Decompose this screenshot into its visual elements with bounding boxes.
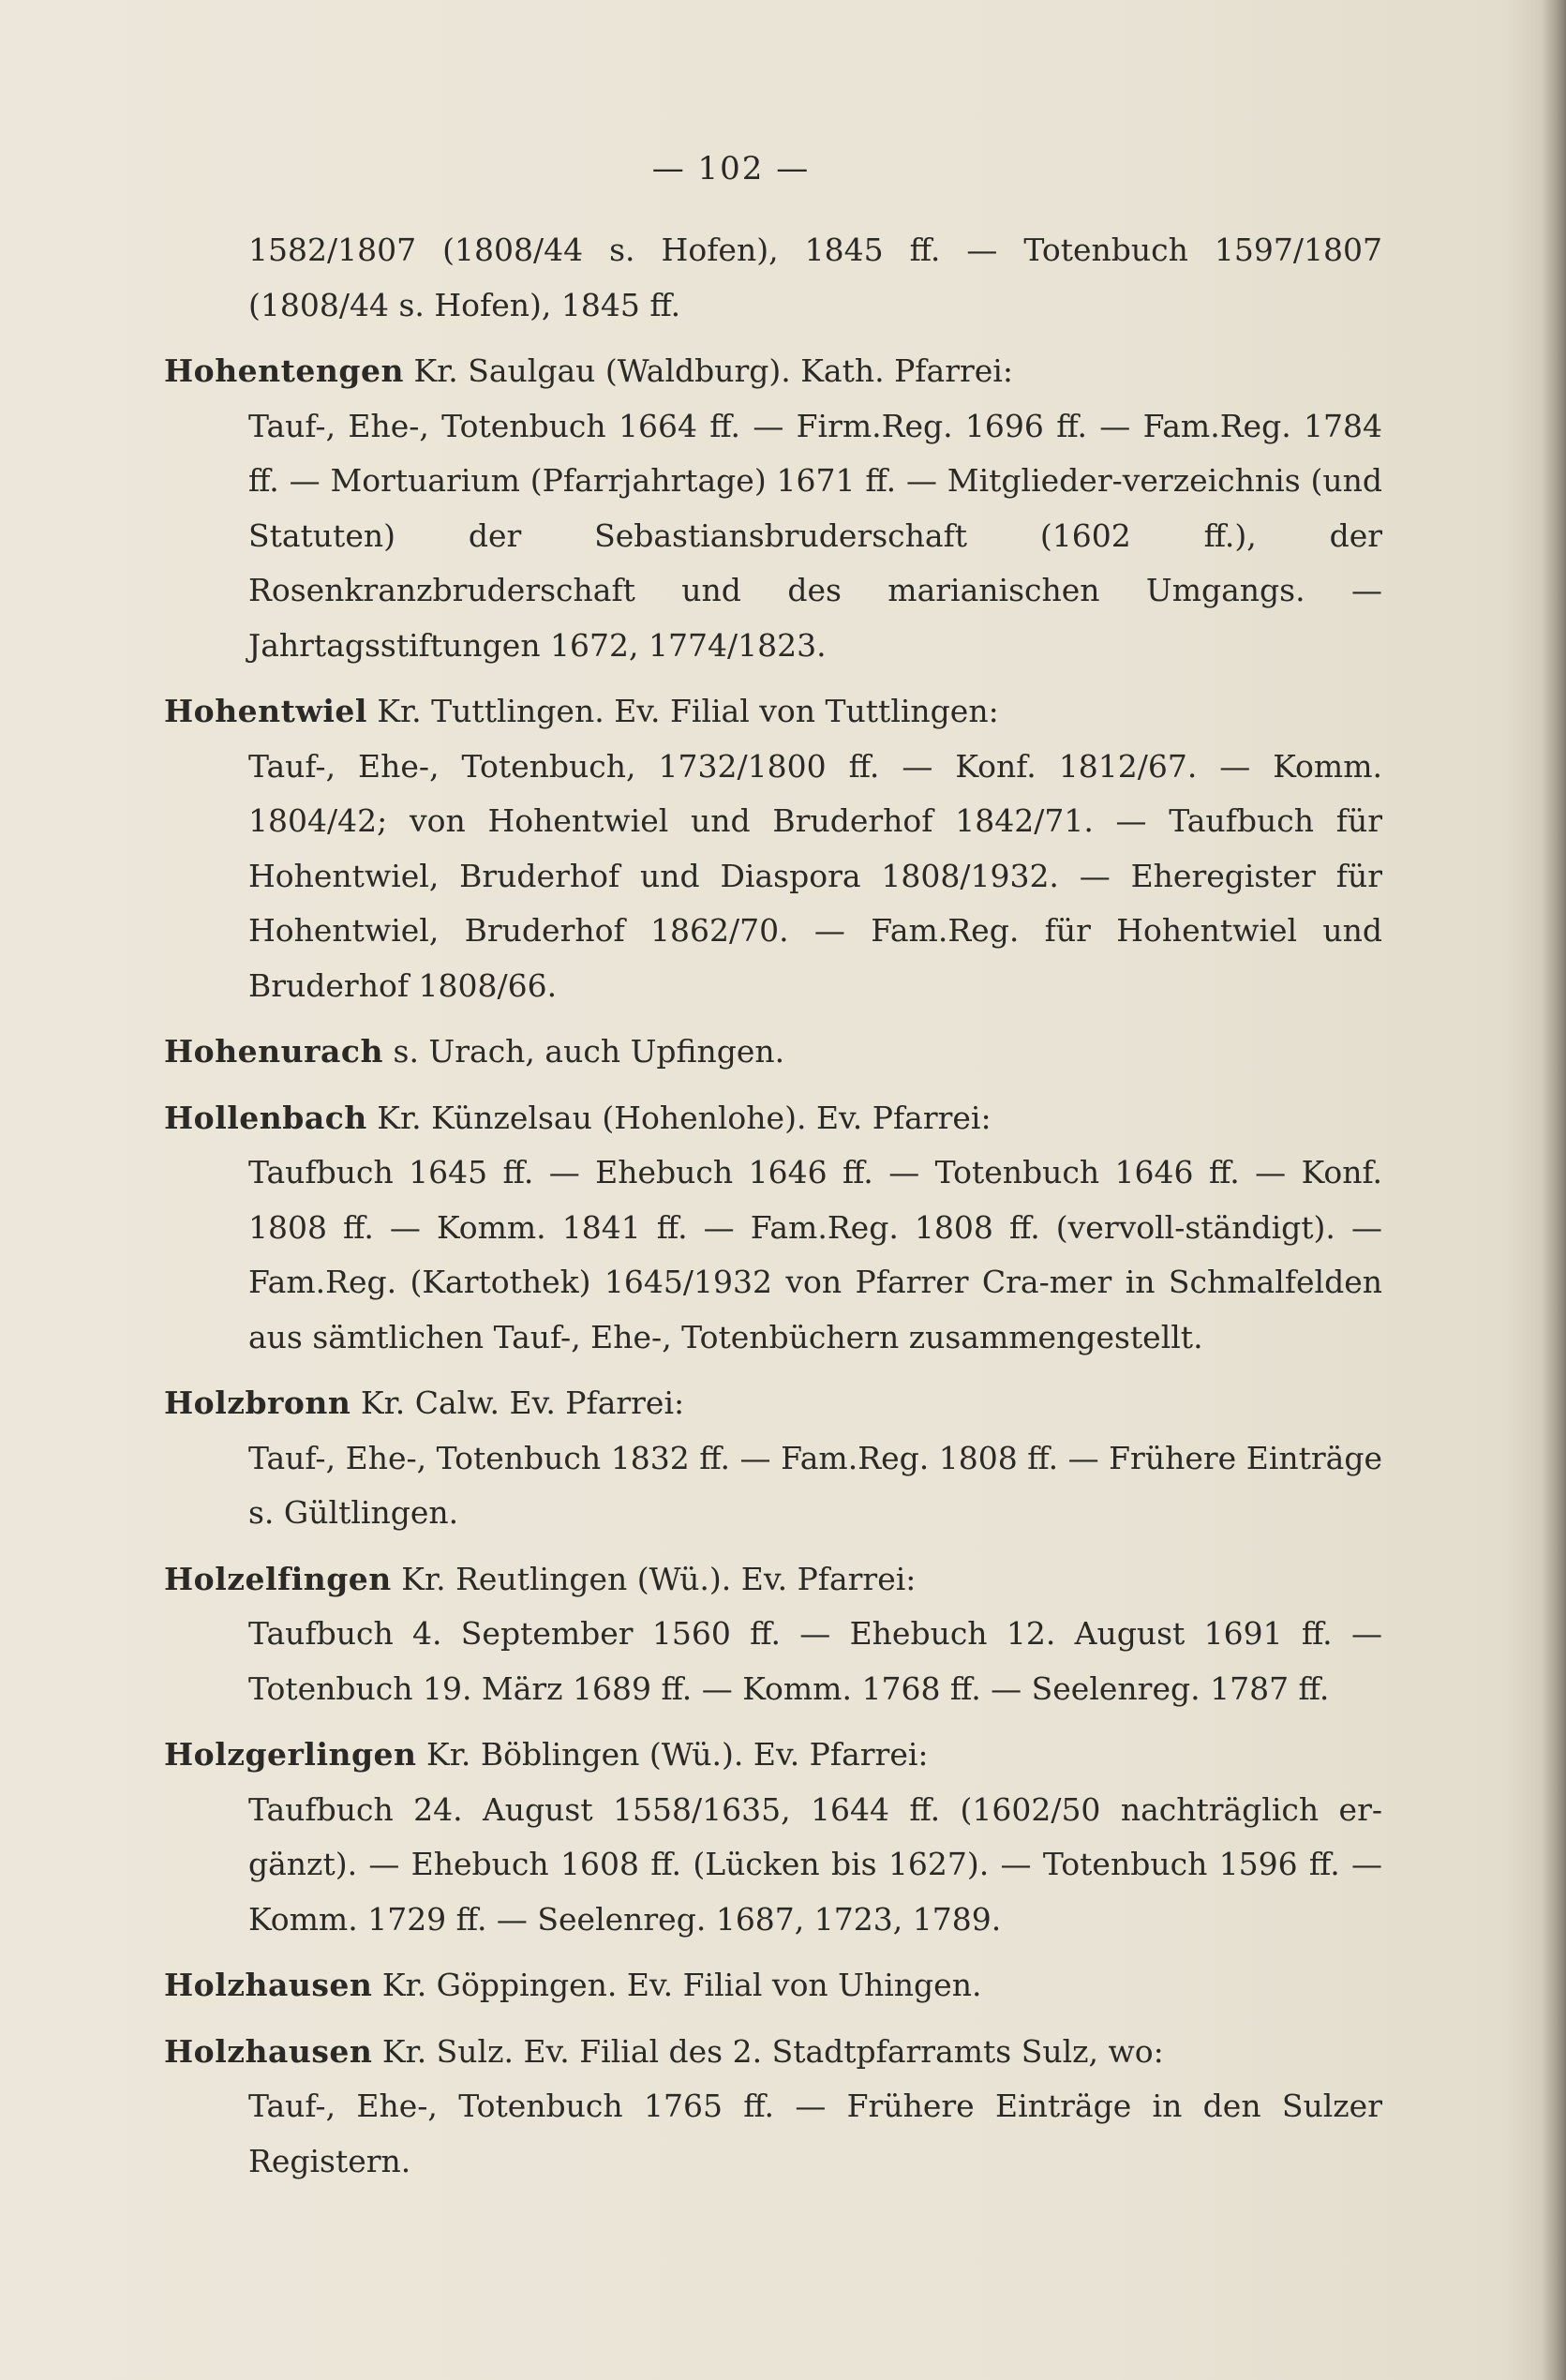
entry-body: Tauf-, Ehe-, Totenbuch, 1732/1800 ff. — Konf. 1812/67. — Komm. 1804/42; von Hohentwiel und Bruderhof 1842/71. — Taufbuch für Hohentwiel, Bruderhof und Diaspora 1808/1932. — Eheregister für Hohentwiel, Bruderhof 1862/70. — Fam.Reg. für Hohentwiel und Bruderhof 1808/66. xyxy=(248,747,1382,1004)
entry-heading: Hohentengen xyxy=(164,352,404,389)
entry-title: Kr. Sulz. Ev. Filial des 2. Stadtpfarramts Sulz, wo: xyxy=(372,2032,1164,2070)
register-entry-hollenbach xyxy=(164,1091,1382,1366)
entry-title: Kr. Böblingen (Wü.). Ev. Pfarrei: xyxy=(416,1736,929,1773)
entry-body: Taufbuch 24. August 1558/1635, 1644 ff. (1602/50 nachträglich er-gänzt). — Ehebuch 1608 ff. (Lücken bis 1627). — Totenbuch 1596 ff. — Komm. 1729 ff. — Seelenreg. 1687, 1723, 1789. xyxy=(248,1790,1382,1938)
entry-body: Tauf-, Ehe-, Totenbuch 1765 ff. — Frühere Einträge in den Sulzer Registern. xyxy=(248,2088,1382,2179)
entry-body: Tauf-, Ehe-, Totenbuch 1664 ff. — Firm.Reg. 1696 ff. — Fam.Reg. 1784 ff. — Mortuarium (Pfarrjahrtage) 1671 ff. — Mitglieder-verzeichnis (und Statuten) der Sebastiansbruderschaft (1602 ff.), der Rosenkranzbruderschaft und des marianischen Umgangs. — Jahrtagsstiftungen 1672, 1774/1823. xyxy=(248,407,1382,664)
continued-entry-text: 1582/1807 (1808/44 s. Hofen), 1845 ff. — Totenbuch 1597/1807 (1808/44 s. Hofen), 1845 ff. xyxy=(248,232,1382,323)
register-entry-hohentengen xyxy=(164,344,1382,673)
entry-heading: Holzelfingen xyxy=(164,1560,392,1597)
entry-body: Taufbuch 1645 ff. — Ehebuch 1646 ff. — Totenbuch 1646 ff. — Konf. 1808 ff. — Komm. 1841 ff. — Fam.Reg. 1808 ff. (vervoll-ständigt). — Fam.Reg. (Kartothek) 1645/1932 von Pfarrer Cra-mer in Schmalfelden aus sämtlichen Tauf-, Ehe-, Totenbüchern zusammengestellt. xyxy=(248,1154,1382,1355)
register-entry-hohenurach xyxy=(164,1025,1382,1080)
register-entry-holzgerlingen xyxy=(164,1728,1382,1947)
entry-body: Tauf-, Ehe-, Totenbuch 1832 ff. — Fam.Reg. 1808 ff. — Frühere Einträge s. Gültlingen. xyxy=(248,1439,1382,1531)
entry-heading: Holzgerlingen xyxy=(164,1736,417,1773)
entry-title: s. Urach, auch Upfingen. xyxy=(383,1033,785,1070)
register-entry-hohentwiel xyxy=(164,684,1382,1013)
binding-shadow xyxy=(1542,0,1566,2380)
entry-title: Kr. Göppingen. Ev. Filial von Uhingen. xyxy=(372,1967,982,2003)
entry-title: Kr. Reutlingen (Wü.). Ev. Pfarrei: xyxy=(391,1560,917,1597)
entry-body: Taufbuch 4. September 1560 ff. — Ehebuch 12. August 1691 ff. — Totenbuch 19. März 1689 ff. — Komm. 1768 ff. — Seelenreg. 1787 ff. xyxy=(248,1615,1382,1707)
entry-heading: Hohenurach xyxy=(164,1033,384,1070)
entry-title: Kr. Künzelsau (Hohenlohe). Ev. Pfarrei: xyxy=(366,1099,992,1136)
entry-heading: Holzhausen xyxy=(164,2032,373,2070)
register-entry-holzbronn xyxy=(164,1376,1382,1541)
entry-heading: Hohentwiel xyxy=(164,693,367,729)
entry-heading: Holzbronn xyxy=(164,1385,351,1421)
entry-title: Kr. Saulgau (Waldburg). Kath. Pfarrei: xyxy=(403,352,1013,389)
entry-heading: Hollenbach xyxy=(164,1099,367,1136)
entry-title: Kr. Calw. Ev. Pfarrei: xyxy=(350,1385,685,1421)
register-entry-holzhausen-sulz xyxy=(164,2025,1382,2190)
register-entry-holzhausen-goeppingen xyxy=(164,1958,1382,2013)
entry-title: Kr. Tuttlingen. Ev. Filial von Tuttlingen: xyxy=(366,693,999,729)
page-number: — 102 — xyxy=(651,150,811,187)
entry-heading: Holzhausen xyxy=(164,1967,373,2003)
register-list xyxy=(164,223,1382,2200)
register-entry-holzelfingen xyxy=(164,1552,1382,1717)
